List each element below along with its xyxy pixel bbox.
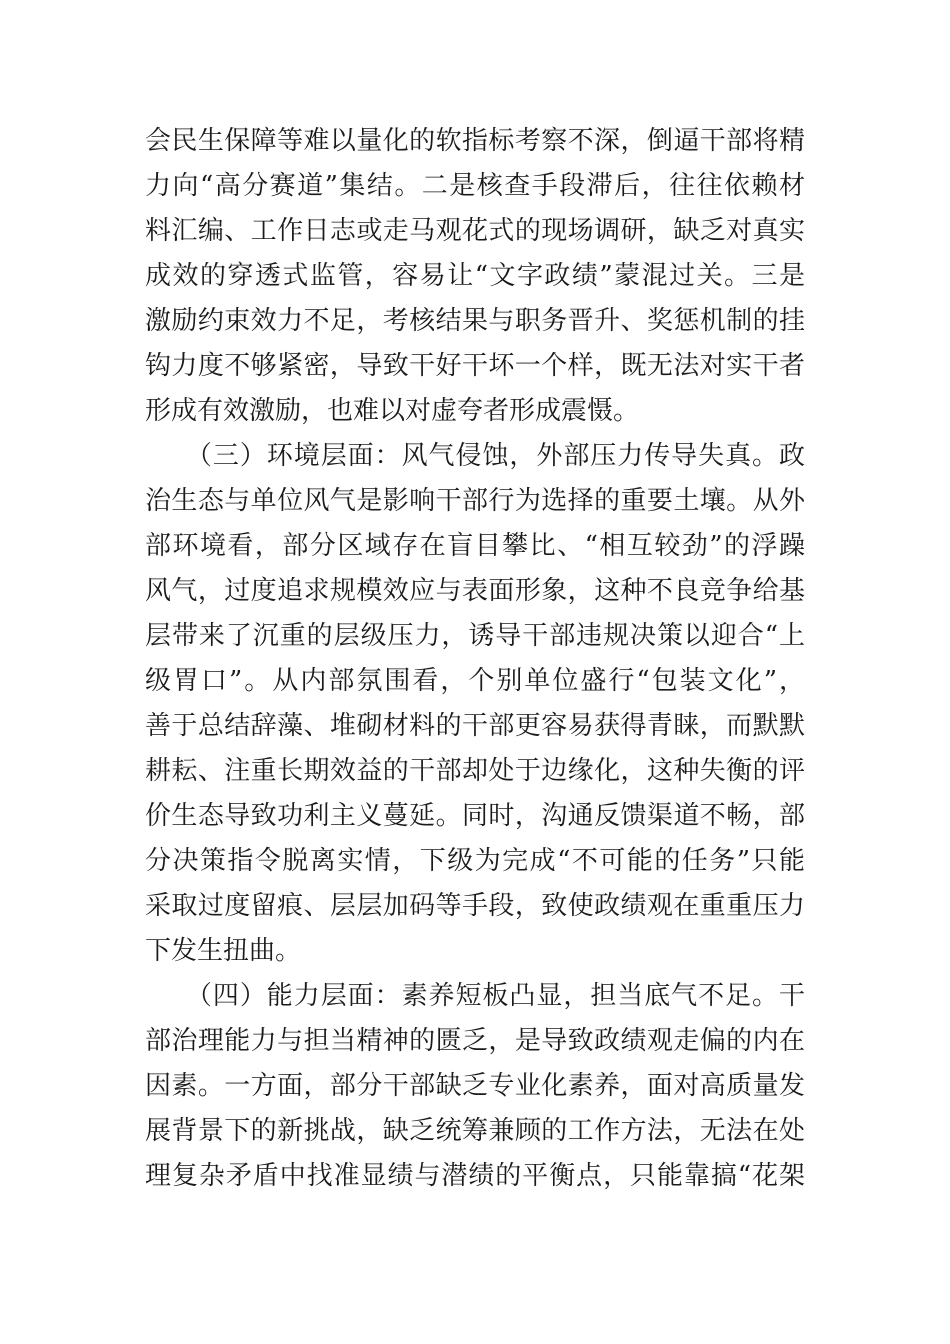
text-line: 形成有效激励，也难以对虚夸者形成震慑。 xyxy=(145,396,640,426)
text-line: 激励约束效力不足，考核结果与职务晋升、奖惩机制的挂 xyxy=(145,306,805,336)
text-line: 风气，过度追求规模效应与表面形象，这种不良竞争给基 xyxy=(145,576,805,606)
text-line: 展背景下的新挑战，缺乏统筹兼顾的工作方法，无法在处 xyxy=(145,1116,805,1146)
text-line: 料汇编、工作日志或走马观花式的现场调研，缺乏对真实 xyxy=(145,216,805,246)
text-line: 治生态与单位风气是影响干部行为选择的重要土壤。从外 xyxy=(145,486,805,516)
text-line: 因素。一方面，部分干部缺乏专业化素养，面对高质量发 xyxy=(145,1071,805,1101)
text-line: 分决策指令脱离实情，下级为完成“不可能的任务”只能 xyxy=(145,846,805,876)
text-line: 采取过度留痕、层层加码等手段，致使政绩观在重重压力 xyxy=(145,891,805,921)
text-line: 会民生保障等难以量化的软指标考察不深，倒逼干部将精 xyxy=(145,126,805,156)
text-line: 钩力度不够紧密，导致干好干坏一个样，既无法对实干者 xyxy=(145,351,805,381)
text-line: 成效的穿透式监管，容易让“文字政绩”蒙混过关。三是 xyxy=(145,261,805,291)
text-line: 力向“高分赛道”集结。二是核查手段滞后，往往依赖材 xyxy=(145,171,805,201)
text-line: 善于总结辞藻、堆砌材料的干部更容易获得青睐，而默默 xyxy=(145,711,805,741)
text-line: 层带来了沉重的层级压力，诱导干部违规决策以迎合“上 xyxy=(145,621,805,651)
text-line: 部环境看，部分区域存在盲目攀比、“相互较劲”的浮躁 xyxy=(145,531,805,561)
section-heading-line: （三）环境层面：风气侵蚀，外部压力传导失真。政 xyxy=(145,441,805,471)
text-line: 下发生扭曲。 xyxy=(145,936,302,966)
text-line: 部治理能力与担当精神的匮乏，是导致政绩观走偏的内在 xyxy=(145,1026,805,1056)
body-text xyxy=(145,119,805,1199)
text-line: 价生态导致功利主义蔓延。同时，沟通反馈渠道不畅，部 xyxy=(145,801,805,831)
text-line: 耕耘、注重长期效益的干部却处于边缘化，这种失衡的评 xyxy=(145,756,805,786)
section-heading-line: （四）能力层面：素养短板凸显，担当底气不足。干 xyxy=(145,981,805,1011)
text-line: 理复杂矛盾中找准显绩与潜绩的平衡点，只能靠搞“花架 xyxy=(145,1161,805,1191)
text-line: 级胃口”。从内部氛围看，个别单位盛行“包装文化”， xyxy=(145,666,805,696)
